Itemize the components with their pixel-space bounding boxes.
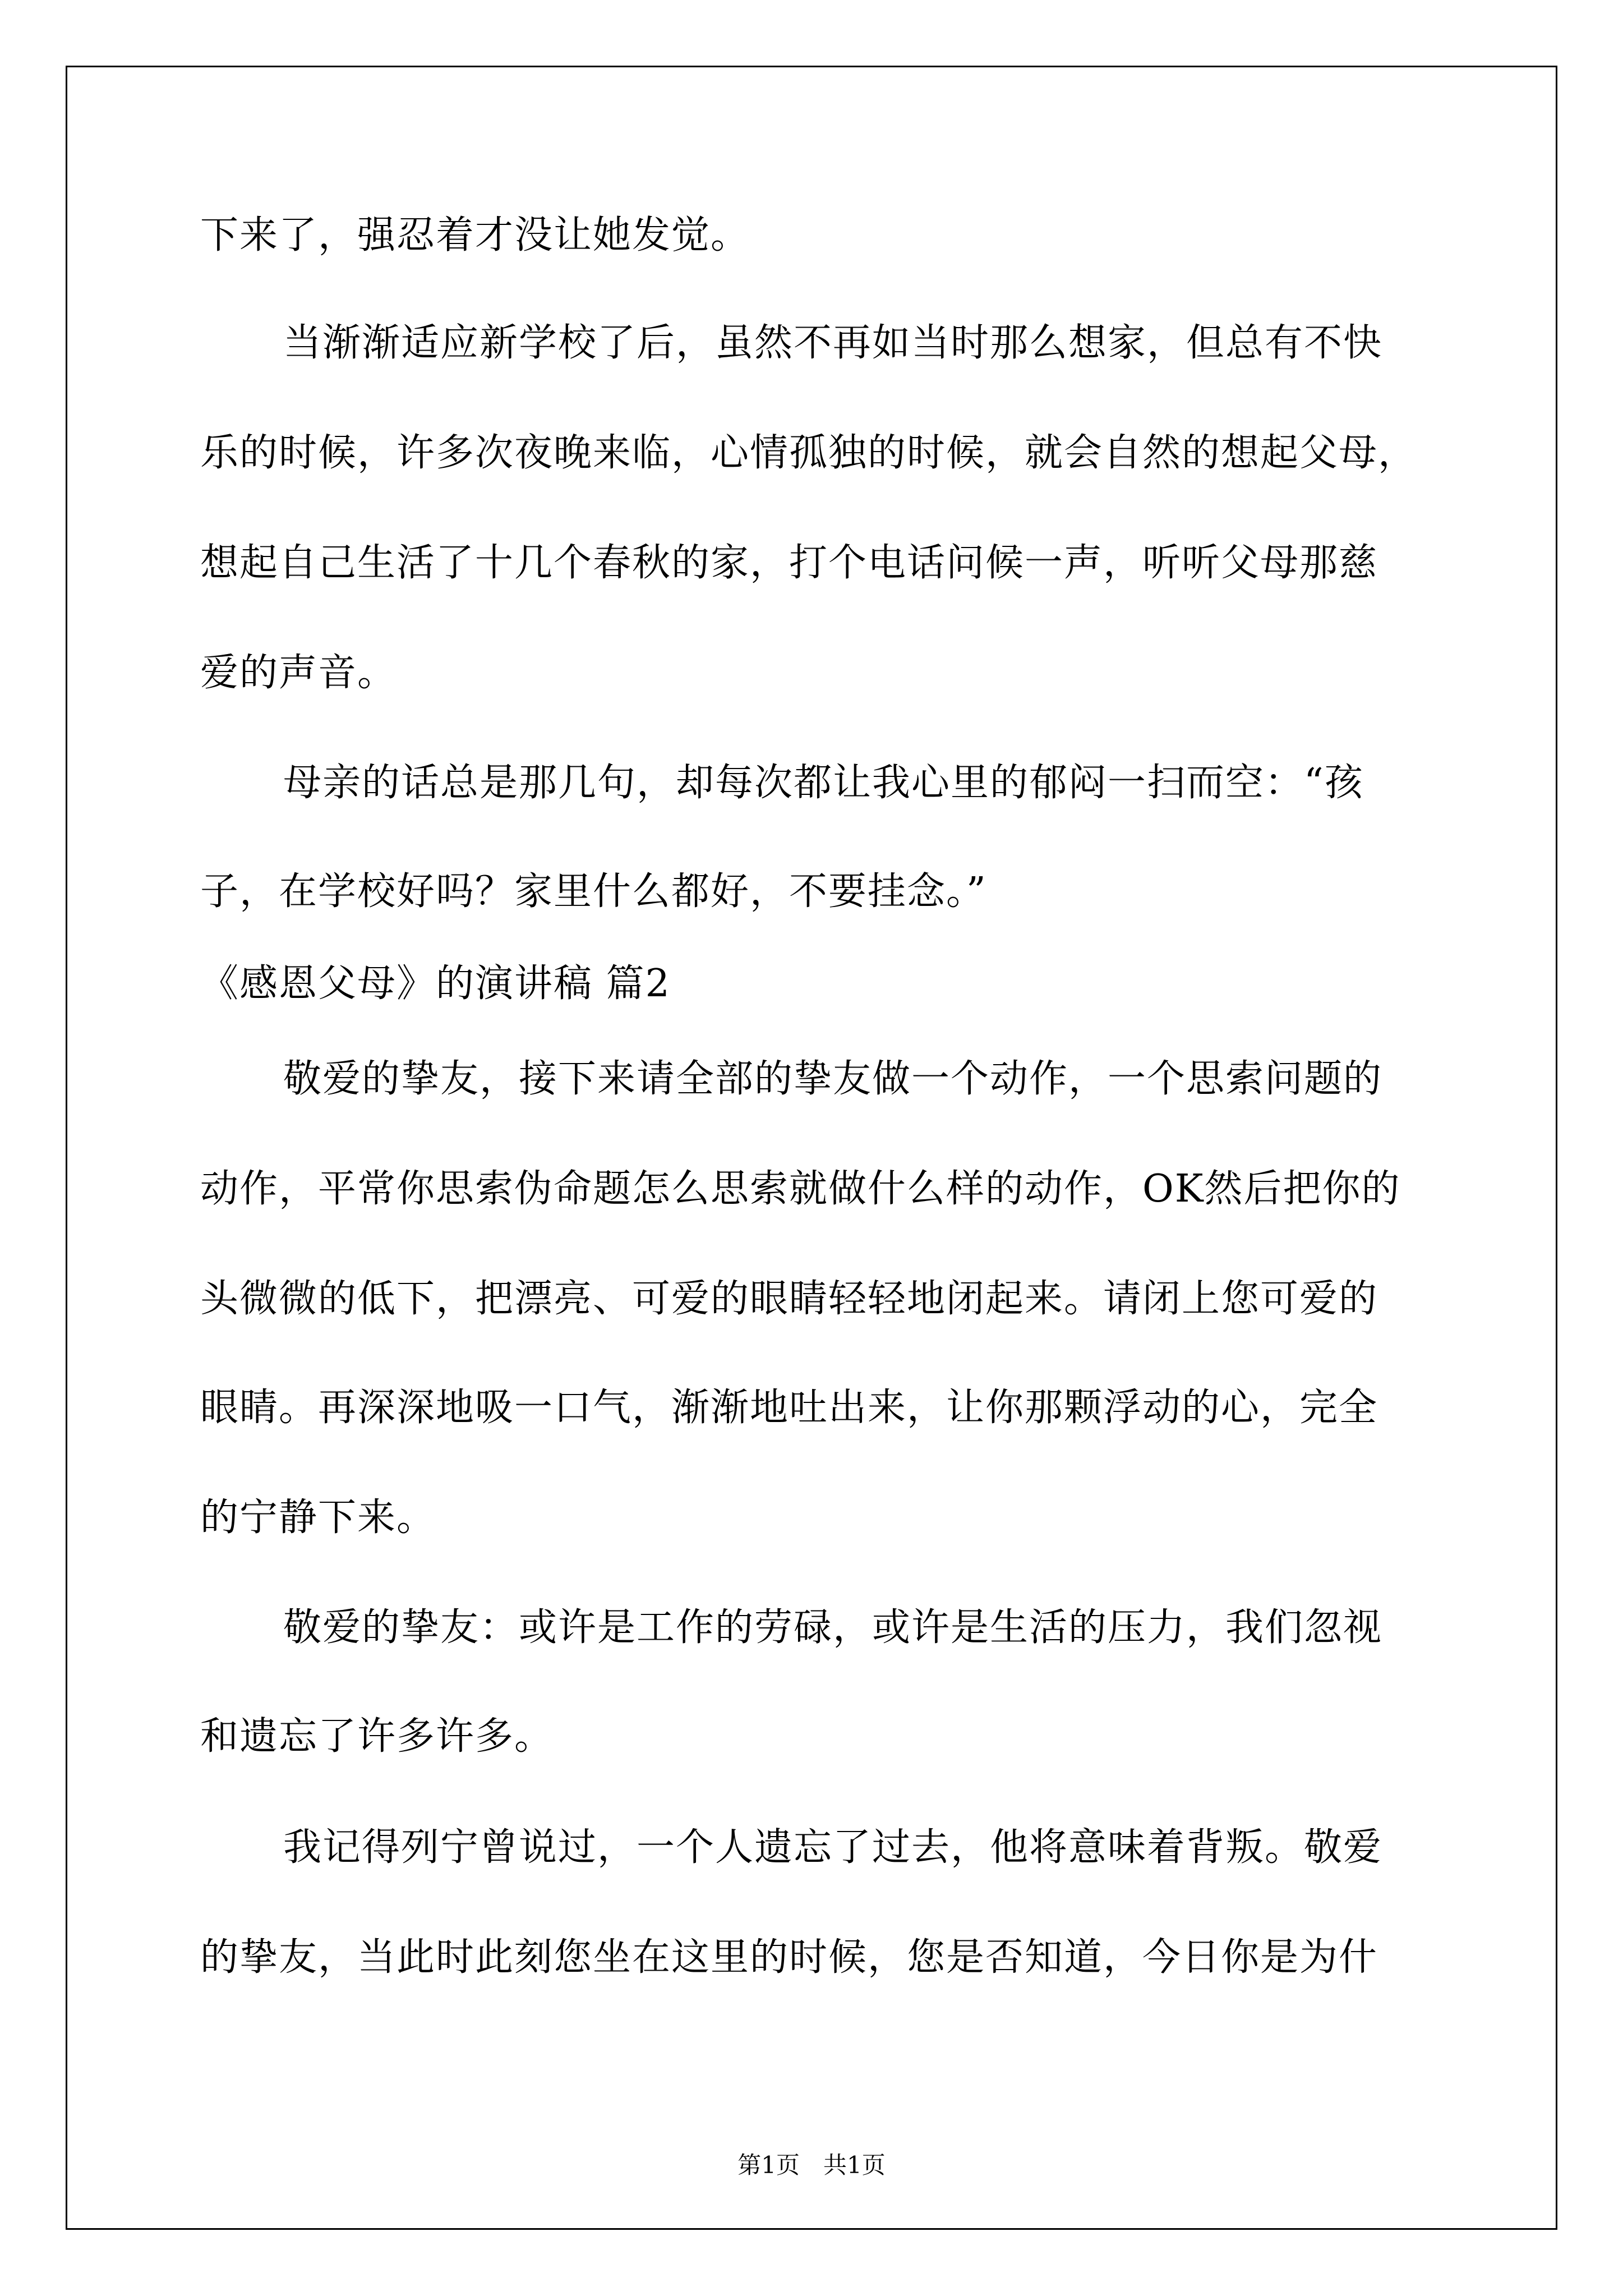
text-line: 子，在学校好吗？家里什么都好，不要挂念。” — [200, 869, 987, 914]
text-line: 乐的时候，许多次夜晚来临，心情孤独的时候，就会自然的想起父母， — [200, 431, 1418, 475]
page-border — [66, 66, 1557, 2230]
paragraph-start-line: 我记得列宁曾说过，一个人遗忘了过去，他将意味着背叛。敬爱 — [283, 1825, 1383, 1870]
paragraph-start-line: 敬爱的挚友，接下来请全部的挚友做一个动作，一个思索问题的 — [283, 1057, 1383, 1101]
section-heading: 《感恩父母》的演讲稿 篇2 — [200, 961, 671, 1006]
text-line: 和遗忘了许多许多。 — [200, 1714, 554, 1759]
paragraph-start-line: 当渐渐适应新学校了后，虽然不再如当时那么想家，但总有不快 — [283, 321, 1383, 365]
page-number-footer: 第1页 共1页 — [737, 2151, 886, 2179]
text-line: 想起自己生活了十几个春秋的家，打个电话问候一声，听听父母那慈 — [200, 541, 1378, 585]
paragraph-start-line: 母亲的话总是那几句，却每次都让我心里的郁闷一扫而空：“孩 — [283, 761, 1364, 805]
text-line: 头微微的低下，把漂亮、可爱的眼睛轻轻地闭起来。请闭上您可爱的 — [200, 1277, 1378, 1321]
text-line: 爱的声音。 — [200, 651, 397, 695]
paragraph-start-line: 敬爱的挚友：或许是工作的劳碌，或许是生活的压力，我们忽视 — [283, 1605, 1383, 1650]
text-line: 的挚友，当此时此刻您坐在这里的时候，您是否知道，今日你是为什 — [200, 1935, 1378, 1980]
text-line: 动作，平常你思索伪命题怎么思索就做什么样的动作，OK然后把你的 — [200, 1167, 1401, 1211]
text-line: 的宁静下来。 — [200, 1496, 436, 1540]
text-line: 眼睛。再深深地吸一口气，渐渐地吐出来，让你那颗浮动的心，完全 — [200, 1386, 1378, 1430]
text-line: 下来了，强忍着才没让她发觉。 — [200, 213, 750, 257]
